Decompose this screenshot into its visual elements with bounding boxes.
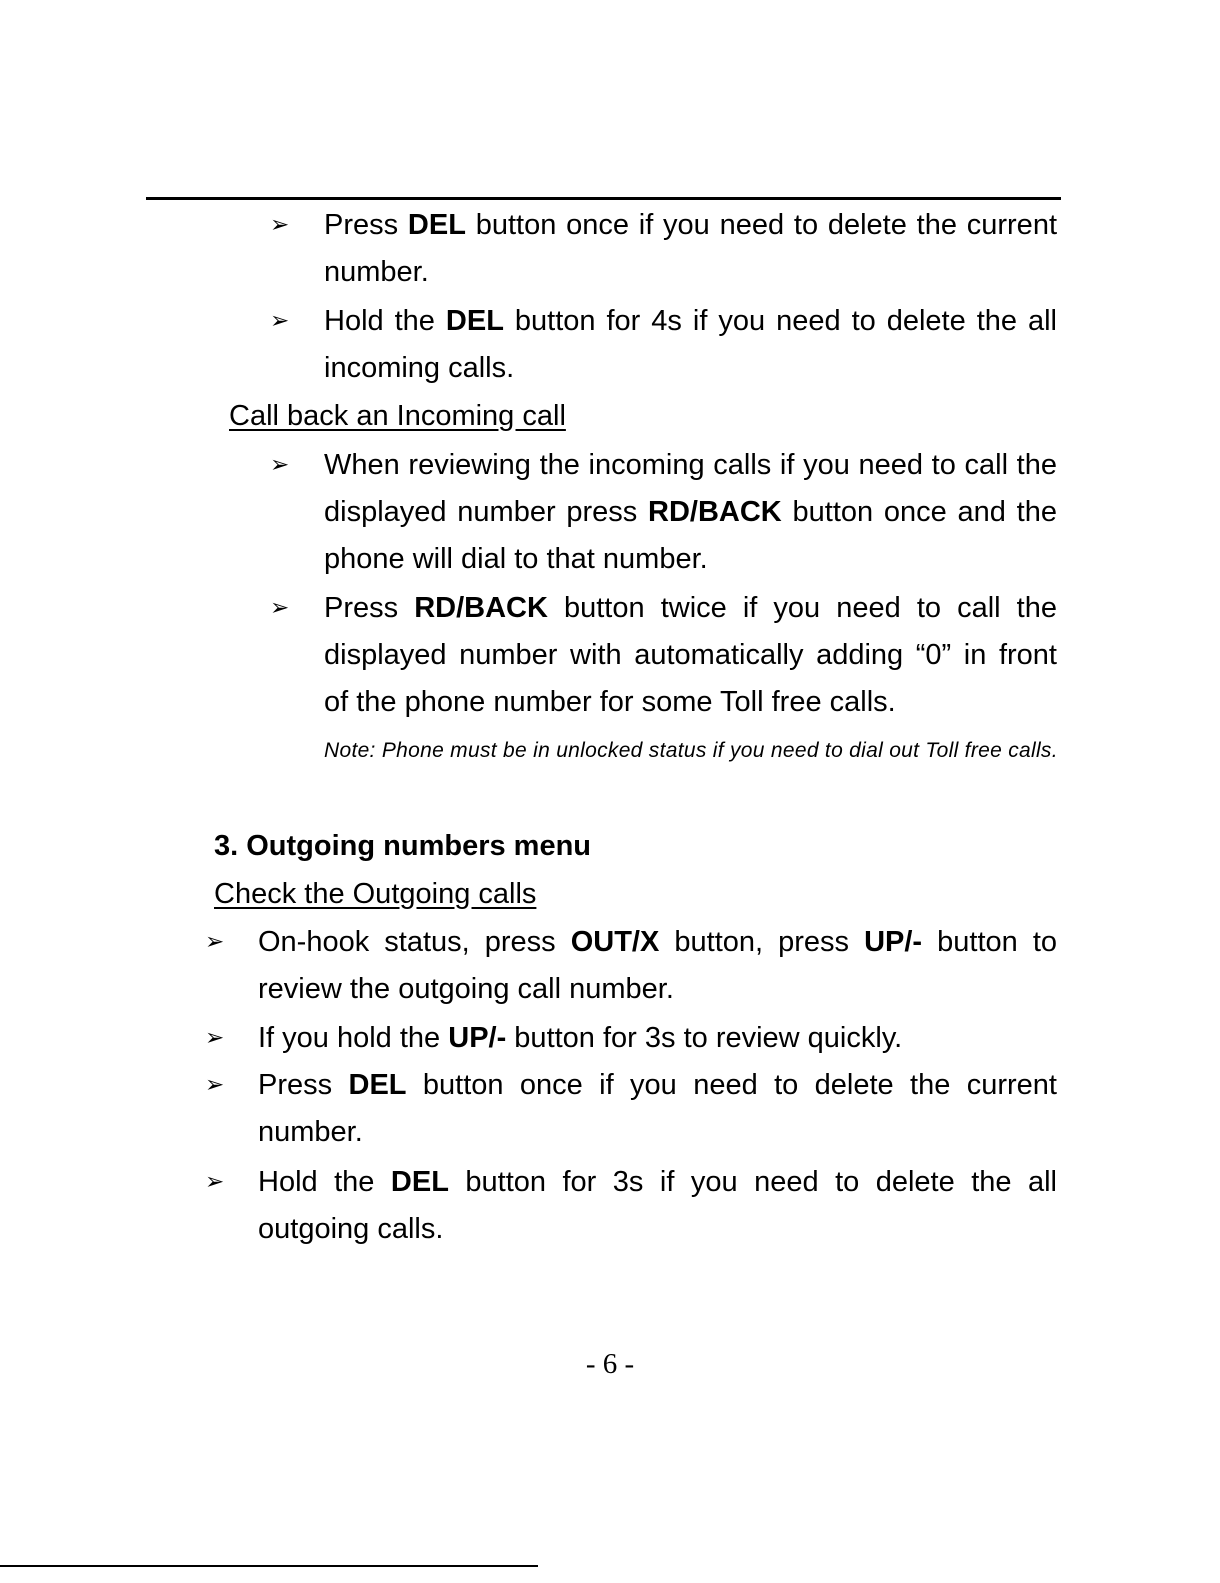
list-item-delete-current: Press DEL button once if you need to delete the current number. — [324, 209, 1058, 288]
key-out-x: OUT/X — [570, 926, 660, 958]
bullet-arrow-icon: ➢ — [270, 595, 290, 621]
header-rule — [146, 197, 1061, 200]
subheading-call-back: Call back an Incoming call — [229, 400, 566, 432]
key-up-minus: UP/- — [864, 926, 923, 958]
subheading-check-outgoing: Check the Outgoing calls — [214, 878, 537, 910]
footer-rule — [0, 1565, 538, 1567]
bullet-arrow-icon: ➢ — [205, 1169, 225, 1195]
key-del: DEL — [445, 305, 504, 337]
bullet-arrow-icon: ➢ — [270, 212, 290, 238]
bullet-arrow-icon: ➢ — [205, 1025, 225, 1051]
page-number: - 6 - — [585, 1348, 635, 1380]
list-item-delete-all-outgoing: Hold the DEL button for 3s if you need to delete the all outgoing calls. — [258, 1166, 1058, 1245]
list-item-review-quickly: If you hold the UP/- button for 3s to review quickly. — [258, 1022, 903, 1054]
bullet-arrow-icon: ➢ — [270, 308, 290, 334]
section-heading-outgoing: 3. Outgoing numbers menu — [214, 830, 592, 862]
key-del: DEL — [390, 1166, 449, 1198]
list-item-call-with-zero: Press RD/BACK button twice if you need to call the displayed number with automatically adding “0” in front of the phone number for some Toll free calls. — [324, 592, 1057, 718]
bullet-arrow-icon: ➢ — [205, 1072, 225, 1098]
list-item-call-displayed: When reviewing the incoming calls if you need to call the displayed number press RD/BACK button once and the phone will dial to that number. — [324, 449, 1057, 575]
list-item-delete-all-incoming: Hold the DEL button for 4s if you need to delete the all incoming calls. — [324, 305, 1058, 384]
bullet-arrow-icon: ➢ — [270, 452, 290, 478]
note-unlocked-status: Note: Phone must be in unlocked status if you need to dial out Toll free calls. — [324, 739, 1058, 762]
key-del: DEL — [348, 1069, 407, 1101]
key-rd-back: RD/BACK — [648, 496, 782, 528]
list-item-delete-current-outgoing: Press DEL button once if you need to delete the current number. — [258, 1069, 1057, 1148]
bullet-arrow-icon: ➢ — [205, 929, 225, 955]
key-rd-back: RD/BACK — [414, 592, 548, 624]
key-del: DEL — [407, 209, 466, 241]
key-up-minus: UP/- — [448, 1022, 507, 1054]
list-item-review-outgoing: On-hook status, press OUT/X button, press UP/- button to review the outgoing call number. — [258, 926, 1057, 1005]
